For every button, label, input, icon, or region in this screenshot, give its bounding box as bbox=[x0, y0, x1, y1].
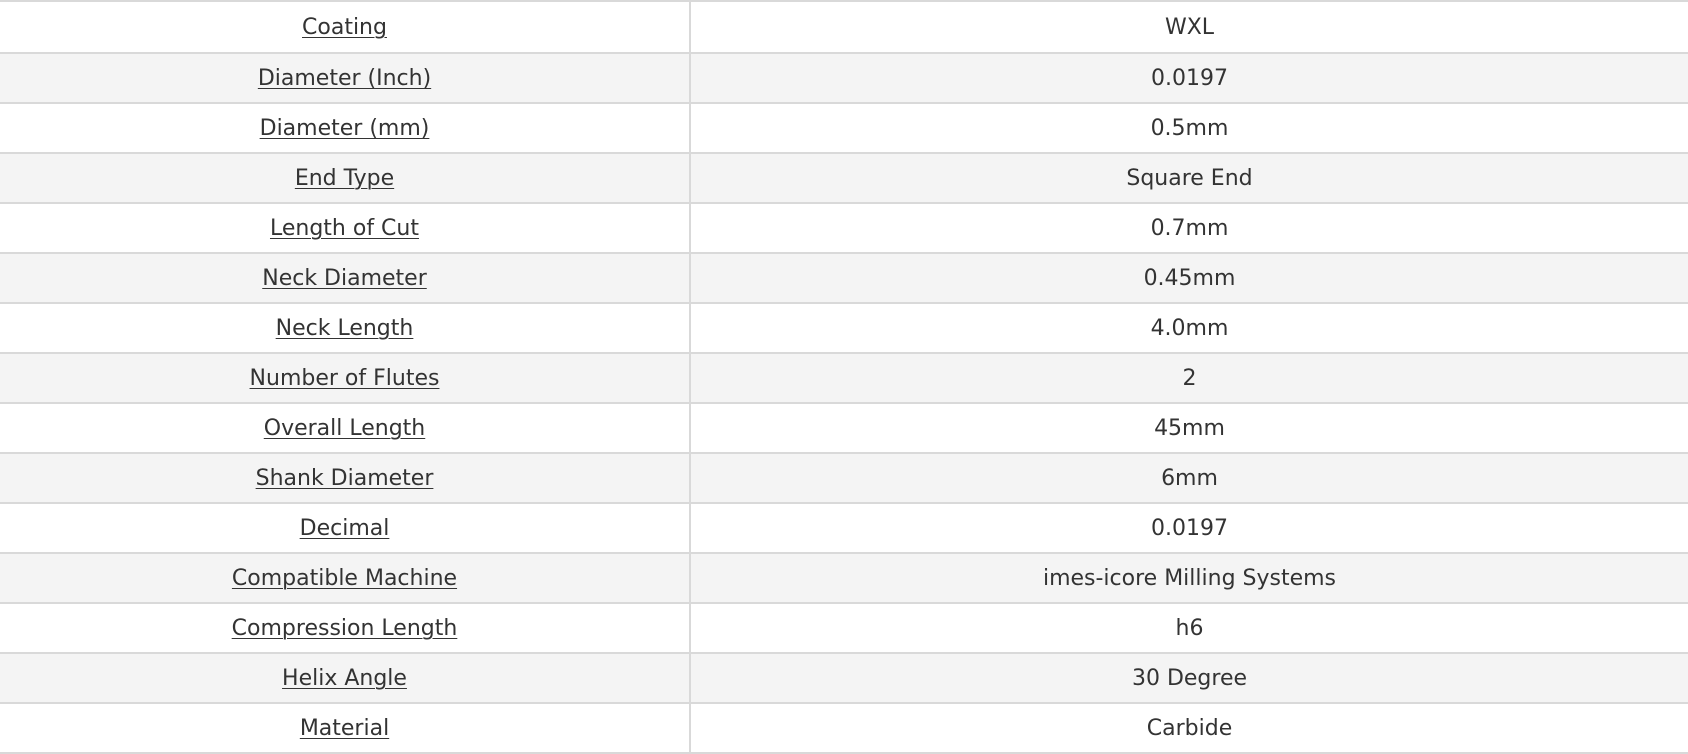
table-row bbox=[0, 303, 1688, 353]
spec-label-link[interactable]: End Type bbox=[294, 165, 395, 191]
spec-value-cell: WXL bbox=[690, 1, 1688, 53]
spec-value-cell: h6 bbox=[690, 603, 1688, 653]
table-row bbox=[0, 1, 1688, 53]
table-row bbox=[0, 553, 1688, 603]
spec-label-cell bbox=[0, 253, 690, 303]
spec-label-cell bbox=[0, 553, 690, 603]
spec-value-cell: Carbide bbox=[690, 703, 1688, 753]
spec-label-cell bbox=[0, 603, 690, 653]
specifications-table-body bbox=[0, 1, 1688, 753]
table-row bbox=[0, 703, 1688, 753]
spec-label-link[interactable]: Number of Flutes bbox=[249, 365, 440, 391]
table-row bbox=[0, 653, 1688, 703]
spec-label-link[interactable]: Helix Angle bbox=[282, 665, 407, 691]
spec-value-cell: 0.45mm bbox=[690, 253, 1688, 303]
table-row bbox=[0, 253, 1688, 303]
table-row bbox=[0, 353, 1688, 403]
table-row bbox=[0, 403, 1688, 453]
spec-value-cell: imes-icore Milling Systems bbox=[690, 553, 1688, 603]
table-row bbox=[0, 53, 1688, 103]
spec-label-cell bbox=[0, 153, 690, 203]
spec-label-cell bbox=[0, 453, 690, 503]
spec-label-cell bbox=[0, 353, 690, 403]
spec-value-cell: 0.0197 bbox=[690, 503, 1688, 553]
spec-label-cell bbox=[0, 653, 690, 703]
spec-label-link[interactable]: Neck Length bbox=[275, 315, 414, 341]
spec-label-cell bbox=[0, 203, 690, 253]
spec-label-link[interactable]: Neck Diameter bbox=[262, 265, 427, 291]
spec-label-link[interactable]: Diameter (mm) bbox=[259, 115, 430, 141]
spec-label-cell bbox=[0, 403, 690, 453]
table-row bbox=[0, 503, 1688, 553]
spec-label-link[interactable]: Material bbox=[299, 715, 390, 741]
spec-label-link[interactable]: Compression Length bbox=[231, 615, 458, 641]
spec-value-cell: 0.5mm bbox=[690, 103, 1688, 153]
spec-label-link[interactable]: Coating bbox=[302, 14, 387, 40]
spec-value-cell: 2 bbox=[690, 353, 1688, 403]
spec-value-cell: 0.7mm bbox=[690, 203, 1688, 253]
spec-label-cell bbox=[0, 1, 690, 53]
table-row bbox=[0, 453, 1688, 503]
spec-label-link[interactable]: Length of Cut bbox=[269, 215, 419, 241]
spec-value-cell: 30 Degree bbox=[690, 653, 1688, 703]
table-row bbox=[0, 103, 1688, 153]
spec-label-link[interactable]: Diameter (Inch) bbox=[257, 65, 432, 91]
spec-label-cell bbox=[0, 703, 690, 753]
spec-label-cell bbox=[0, 103, 690, 153]
spec-label-link[interactable]: Overall Length bbox=[263, 415, 426, 441]
spec-value-cell: 0.0197 bbox=[690, 53, 1688, 103]
spec-label-cell bbox=[0, 303, 690, 353]
spec-label-link[interactable]: Decimal bbox=[299, 515, 390, 541]
spec-label-cell bbox=[0, 53, 690, 103]
spec-label-cell bbox=[0, 503, 690, 553]
spec-value-cell: Square End bbox=[690, 153, 1688, 203]
table-row bbox=[0, 153, 1688, 203]
spec-value-cell: 45mm bbox=[690, 403, 1688, 453]
table-row bbox=[0, 603, 1688, 653]
spec-value-cell: 4.0mm bbox=[690, 303, 1688, 353]
spec-value-cell: 6mm bbox=[690, 453, 1688, 503]
spec-label-link[interactable]: Shank Diameter bbox=[255, 465, 434, 491]
table-row bbox=[0, 203, 1688, 253]
spec-label-link[interactable]: Compatible Machine bbox=[231, 565, 458, 591]
